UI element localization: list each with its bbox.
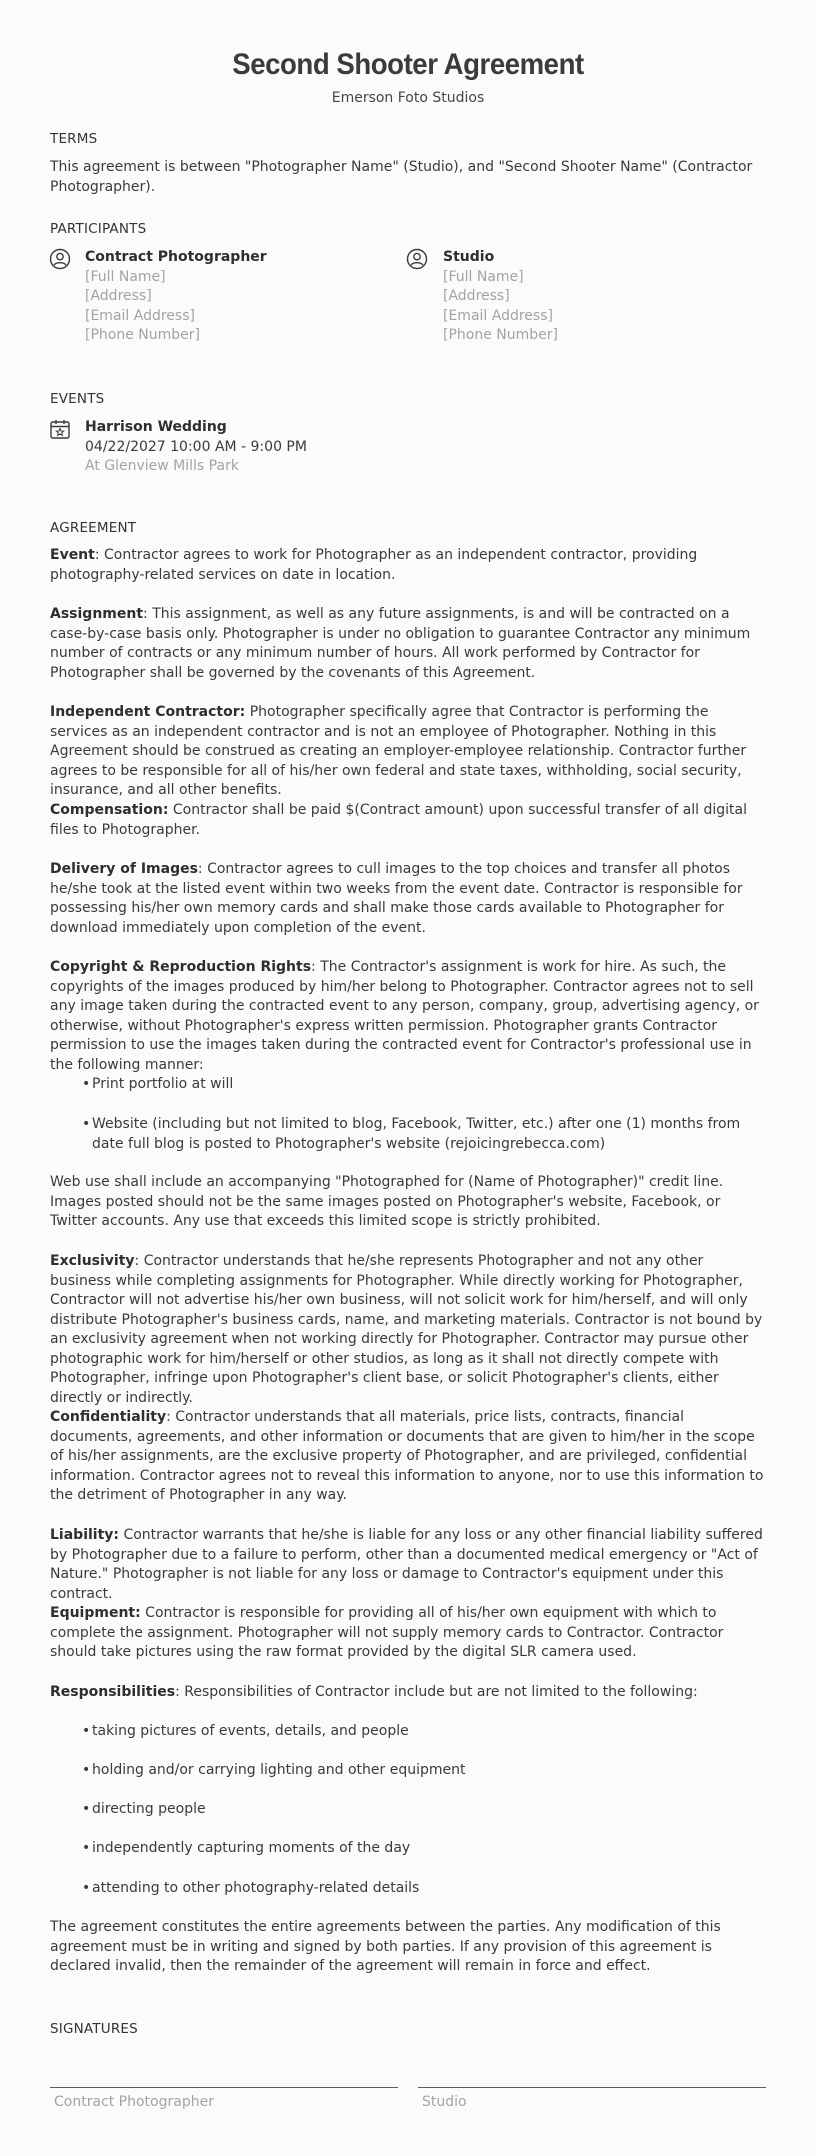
clause-title: Copyright & Reproduction Rights (50, 959, 312, 975)
participants-heading: PARTICIPANTS (50, 221, 147, 237)
agreement-heading: AGREEMENT (50, 520, 137, 536)
clause-title: Assignment (50, 606, 144, 622)
contractor-signature-label: Contract Photographer (54, 2094, 214, 2110)
event-location: At Glenview Mills Park (85, 458, 239, 474)
list-item: • attending to other photography-related details (82, 1880, 420, 1896)
clause-title: Exclusivity (50, 1253, 135, 1269)
clause-text: Contractor agrees to cull images to the top choices and transfer all photos he/she took at the listed event within two weeks from the event date. Contractor is responsible for possessing his/her own memory cards and shall make those cards available to Photographer for download immediately upon completion of the event. (50, 861, 743, 936)
contractor-phone: [Phone Number] (85, 327, 200, 343)
user-circle-icon (49, 248, 71, 270)
clause-text: Contractor understands that all materials, price lists, contracts, financial documents, agreements, and other information or documents that are given to him/her in the scope of his/her assignments, are the exclusive property of Photographer, and are privileged, confidential information. Contractor agrees not to reveal this information to anyone, nor to use this information to the detriment of Photographer in any way. (50, 1409, 764, 1503)
event-item (85, 418, 307, 477)
clause-text: Contractor is responsible for providing all of his/her own equipment with which to complete the assignment. Photographer will not supply memory cards to Contractor. Contractor should take pictures using the raw format provided by the digital SLR camera used. (50, 1605, 724, 1660)
page-subtitle: Emerson Foto Studios (331, 90, 485, 106)
list-item: • directing people (82, 1801, 206, 1817)
clause-text: Contractor agrees to work for Photographer as an independent contractor, providing photography-related services on date in location. (50, 547, 698, 583)
contractor-address: [Address] (85, 288, 152, 304)
clause-independent-contractor (50, 703, 766, 801)
clause-text: Contractor understands that he/she represents Photographer and not any other business while completing assignments for Photographer. While directly working for Photographer, Contractor will not advertise his/her own business, will not solicit work for him/herself, and will only distribute Photographer's business cards, name, and marketing materials. Contractor is not bound by an exclusivity agreement when not working directly for Photographer. Contractor may pursue other photographic work for him/herself or other studios, as long as it shall not directly compete with Photographer, infringe upon Photographer's client base, or solicit Photographer's clients, either directly or indirectly. (50, 1253, 763, 1406)
terms-text: This agreement is between "Photographer Name" (Studio), and "Second Shooter Name" (Contractor Photographer). (50, 159, 753, 195)
studio-party (443, 248, 558, 346)
clause-liability (50, 1526, 766, 1604)
studio-signature-label: Studio (422, 2094, 467, 2110)
studio-signature-line[interactable] (418, 2087, 766, 2088)
event-name: Harrison Wedding (85, 419, 227, 435)
clause-title: Responsibilities (50, 1684, 176, 1700)
clause-exclusivity: Exclusivity: Contractor understands that he/she represents Photographer and not any other business while completing assignments for Photographer. While directly working for Photographer, Contractor will not advertise his/her own business, will not solicit work for him/herself, and will only distribute Photographer's business cards, name, and marketing materials. Contractor is not bound by an exclusivity agreement when not working directly for Photographer. Contractor may pursue other photographic work for him/herself or other studios, as long as it shall not directly compete with Photographer, infringe upon Photographer's client base, or solicit Photographer's clients, either directly or indirectly. (50, 1253, 763, 1406)
events-heading: EVENTS (50, 391, 105, 407)
clause-compensation (50, 801, 766, 840)
contractor-signature-line[interactable] (50, 2087, 398, 2088)
contractor-title: Contract Photographer (85, 249, 267, 265)
clause-title: Liability: (50, 1527, 120, 1543)
clause-title: Delivery of Images (50, 861, 198, 877)
clause-text: Contractor shall be paid $(Contract amount) upon successful transfer of all digital files to Photographer. (50, 802, 748, 838)
clause-responsibilities: Responsibilities: Responsibilities of Contractor include but are not limited to the following: (50, 1684, 698, 1700)
clause-title: Independent Contractor: (50, 704, 246, 720)
studio-full-name: [Full Name] (443, 268, 524, 285)
studio-title: Studio (443, 249, 495, 265)
clause-confidentiality: Confidentiality: Contractor understands that all materials, price lists, contracts, financial documents, agreements, and other information or documents that are given to him/her in the scope of his/her assignments, are the exclusive property of Photographer, and are privileged, confidential information. Contractor agrees not to reveal this information to anyone, nor to use this information to the detriment of Photographer in any way. (50, 1409, 764, 1503)
studio-address: [Address] (443, 288, 510, 304)
studio-email: [Email Address] (443, 307, 553, 324)
closing-text: The agreement constitutes the entire agreements between the parties. Any modification of this agreement must be in writing and signed by both parties. If any provision of this agreement is declared invalid, then the remainder of the agreement will remain in force and effect. (50, 1919, 721, 1974)
user-circle-icon (406, 248, 428, 270)
contractor-party (85, 248, 267, 346)
clause-copyright: Copyright & Reproduction Rights: The Contractor's assignment is work for hire. As such, the copyrights of the images produced by him/her belong to Photographer. Contractor agrees not to sell any image taken during the contracted event to any person, company, group, advertising agency, or otherwise, without Photographer's express written permission. Photographer grants Contractor permission to use the images taken during the contracted event for Contractor's professional use in the following manner: (50, 959, 759, 1073)
clause-assignment: Assignment: This assignment, as well as any future assignments, is and will be contracted on a case-by-case basis only. Photographer is under no obligation to guarantee Contractor any minimum number of contracts or any minimum number of hours. All work performed by Contractor for Photographer shall be governed by the covenants of this Agreement. (50, 606, 751, 681)
clause-text: The Contractor's assignment is work for hire. As such, the copyrights of the images produced by him/her belong to Photographer. Contractor agrees not to sell any image taken during the contracted event to any person, company, group, advertising agency, or otherwise, without Photographer's express written permission. Photographer grants Contractor permission to use the images taken during the contracted event for Contractor's professional use in the following manner: (50, 959, 759, 1073)
list-item: • independently capturing moments of the day (82, 1840, 411, 1856)
clause-text: Contractor warrants that he/she is liable for any loss or any other financial liability suffered by Photographer due to a failure to perform, other than a documented medical emergency or "Act of Nature." Photographer is not liable for any loss or damage to Contractor's equipment under this contract. (50, 1527, 763, 1602)
clause-equipment (50, 1604, 766, 1663)
clause-title: Compensation: (50, 802, 169, 818)
clause-title: Confidentiality (50, 1409, 167, 1425)
list-item: • holding and/or carrying lighting and other equipment (82, 1762, 466, 1778)
studio-phone: [Phone Number] (443, 327, 558, 343)
list-item: • Website (including but not limited to blog, Facebook, Twitter, etc.) after one (1) months from date full blog is posted to Photographer's website (rejoicingrebecca.com) (82, 1116, 741, 1152)
contractor-full-name: [Full Name] (85, 268, 166, 285)
list-item: • Print portfolio at will (82, 1076, 234, 1092)
signatures-heading: SIGNATURES (50, 2021, 138, 2037)
clause-text: Responsibilities of Contractor include but are not limited to the following: (184, 1684, 698, 1700)
page-title: Second Shooter Agreement (232, 48, 584, 81)
clause-title: Equipment: (50, 1605, 141, 1621)
clause-text: Photographer specifically agree that Contractor is performing the services as an independent contractor and is not an employee of Photographer. Nothing in this Agreement should be construed as creating an employer-employee relationship. Contractor further agrees to be responsible for all of his/her own federal and state taxes, withholding, social security, insurance, and all other benefits. (50, 704, 747, 798)
list-item: • taking pictures of events, details, and people (82, 1723, 409, 1739)
clause-title: Event (50, 547, 95, 563)
clause-delivery: Delivery of Images: Contractor agrees to cull images to the top choices and transfer all photos he/she took at the listed event within two weeks from the event date. Contractor is responsible for possessing his/her own memory cards and shall make those cards available to Photographer for download immediately upon completion of the event. (50, 861, 743, 936)
clause-event: Event: Contractor agrees to work for Photographer as an independent contractor, providing photography-related services on date in location. (50, 547, 698, 583)
terms-heading: TERMS (50, 131, 98, 147)
event-datetime: 04/22/2027 10:00 AM - 9:00 PM (85, 438, 307, 455)
contractor-email: [Email Address] (85, 307, 195, 324)
calendar-star-icon (49, 418, 71, 440)
web-use-text: Web use shall include an accompanying "Photographed for (Name of Photographer)" credit line. Images posted should not be the same images posted on Photographer's website, Facebook, or Twitter accounts. Any use that exceeds this limited scope is strictly prohibited. (50, 1174, 724, 1229)
clause-text: This assignment, as well as any future assignments, is and will be contracted on a case-by-case basis only. Photographer is under no obligation to guarantee Contractor any minimum number of contracts or any minimum number of hours. All work performed by Contractor for Photographer shall be governed by the covenants of this Agreement. (50, 606, 751, 681)
